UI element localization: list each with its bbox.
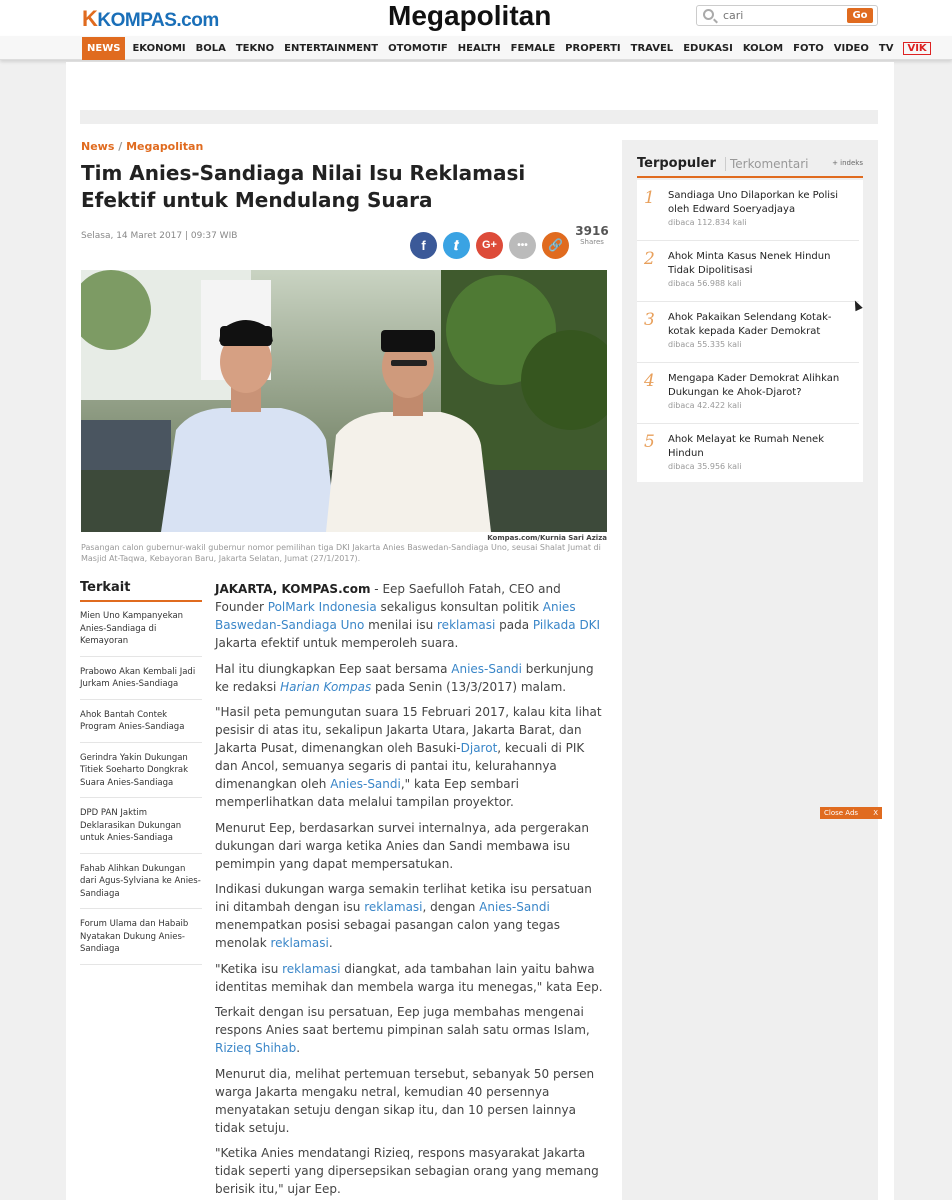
twitter-icon[interactable]: 𝒕 — [443, 232, 470, 259]
breadcrumb-megapolitan[interactable]: Megapolitan — [126, 140, 204, 153]
popular-views: dibaca 56.988 kali — [668, 279, 742, 288]
body-text: "Ketika Anies mendatangi Rizieq, respons masyarakat Jakarta tidak seperti yang dipersepsikan sebagian orang yang memang berisik itu," ujar Eep. — [215, 1146, 599, 1196]
terkait-item[interactable]: Forum Ulama dan Habaib Nyatakan Dukung Anies-Sandiaga — [80, 916, 202, 965]
inline-link[interactable]: Anies-Sandi — [451, 661, 522, 676]
nav-entertainment[interactable]: ENTERTAINMENT — [284, 42, 379, 54]
inline-link[interactable]: Pilkada DKI — [532, 618, 601, 632]
popular-item[interactable] — [637, 180, 859, 241]
popular-title[interactable]: Sandiaga Uno Dilaporkan ke Polisi oleh Edward Soeryadjaya — [668, 190, 838, 215]
photo-anies-sandiaga — [81, 270, 607, 532]
top-header — [0, 0, 952, 36]
tab-terpopuler[interactable]: Terpopuler — [637, 156, 716, 171]
terkait-item[interactable]: Gerindra Yakin Dukungan Titiek Soeharto Dongkrak Suara Anies-Sandiaga — [80, 750, 202, 799]
body-text: - Eep Saefulloh Fatah, CEO and Founder — [215, 582, 561, 614]
search-box — [696, 5, 878, 26]
terkait-item[interactable]: Prabowo Akan Kembali Jadi Jurkam Anies-Sandiaga — [80, 664, 202, 700]
inline-link[interactable]: PolMark Indonesia — [267, 600, 377, 614]
body-text: ," kata Eep sembari memperlihatkan data melalui tampilan proyektor. — [215, 777, 519, 809]
popular-item[interactable] — [637, 424, 859, 485]
body-paragraph — [215, 960, 608, 996]
share-count-label: Shares — [580, 238, 604, 246]
body-text: Menurut dia, melihat pertemuan tersebut, sebanyak 50 persen warga Jakarta mengaku netral, kemudian 40 persennya menyatakan setuju dengan sikap itu, dan 10 persen lainnya tidak setuju. — [215, 1066, 595, 1135]
nav-properti[interactable]: PROPERTI — [565, 42, 621, 54]
nav-bola[interactable]: BOLA — [195, 42, 226, 54]
index-link[interactable]: + indeks — [832, 159, 863, 167]
body-text: "Ketika isu — [215, 961, 283, 976]
search-icon — [703, 9, 714, 20]
inline-link[interactable]: reklamasi — [364, 900, 423, 914]
body-text: Jakarta efektif untuk memperoleh suara. — [215, 636, 459, 650]
search-input[interactable] — [723, 8, 841, 23]
popular-list — [637, 180, 863, 482]
photo-caption: Pasangan calon gubernur-wakil gubernur nomor pemilihan tiga DKI Jakarta Anies Baswedan-Sandiaga Uno, seusai Shalat Jumat di Masjid At-Taqwa, Kebayoran Baru, Jakarta Selatan, Jumat (27/1/2017). — [81, 543, 601, 563]
close-ads-label: Close Ads — [824, 809, 859, 817]
popular-title[interactable]: Ahok Melayat ke Rumah Nenek Hindun — [668, 434, 825, 459]
close-ads-button[interactable] — [820, 807, 882, 819]
popular-item[interactable] — [637, 302, 859, 363]
body-paragraph — [215, 819, 608, 873]
more-icon[interactable]: ••• — [509, 232, 536, 259]
article-dateline: Selasa, 14 Maret 2017 | 09:37 WIB — [81, 231, 238, 241]
google-plus-icon[interactable]: G+ — [476, 232, 503, 259]
popular-item[interactable] — [637, 363, 859, 424]
terkait-item[interactable]: DPD PAN Jaktim Deklarasikan Dukungan untuk Anies-Sandiaga — [80, 805, 202, 854]
nav-health[interactable]: HEALTH — [457, 42, 501, 54]
dateline-source: JAKARTA, KOMPAS.com — [215, 582, 371, 596]
inline-link[interactable]: reklamasi — [437, 618, 496, 632]
link-icon[interactable]: 🔗 — [542, 232, 569, 259]
body-text: "Hasil peta pemungutan suara 15 Februari 2017, kalau kita lihat pesisir di atas itu, sekalipun Jakarta Utara, Jakarta Barat, dan Jakarta Pusat, dimenangkan oleh Basuki- — [215, 705, 602, 755]
popular-rank: 5 — [644, 432, 655, 452]
body-text: Indikasi dukungan warga semakin terlihat ketika isu persatuan ini ditambah dengan isu — [215, 882, 592, 914]
nav-female[interactable]: FEMALE — [510, 42, 556, 54]
article-headline: Tim Anies-Sandiaga Nilai Isu Reklamasi Efektif untuk Mendulang Suara — [81, 161, 526, 212]
article-photo — [81, 270, 607, 532]
inline-link[interactable]: Anies Baswedan-Sandiaga Uno — [215, 600, 576, 632]
popular-views: dibaca 42.422 kali — [668, 401, 742, 410]
body-text: , dengan — [422, 900, 480, 914]
body-paragraph — [215, 703, 608, 811]
body-text: Hal itu diungkapkan Eep saat bersama — [215, 661, 452, 676]
share-buttons — [410, 232, 575, 260]
popular-rank: 1 — [644, 188, 655, 208]
terkait-item[interactable]: Fahab Alihkan Dukungan dari Agus-Sylviana ke Anies-Sandiaga — [80, 861, 202, 910]
site-title[interactable]: Megapolitan — [388, 0, 552, 31]
body-text: sekaligus konsultan politik — [376, 600, 543, 614]
share-count — [575, 224, 609, 246]
body-text: berkunjung ke redaksi — [215, 661, 594, 694]
body-paragraph — [215, 1003, 608, 1057]
body-text: pada — [495, 618, 533, 632]
inline-link[interactable]: reklamasi — [282, 961, 341, 976]
popular-title[interactable]: Ahok Pakaikan Selendang Kotak-kotak kepada Kader Demokrat — [668, 312, 832, 337]
inline-link[interactable]: Rizieq Shihab — [215, 1041, 297, 1055]
popular-rank: 4 — [644, 371, 655, 391]
share-count-value: 3916 — [575, 224, 609, 238]
body-text: pada Senin (13/3/2017) malam. — [371, 679, 567, 694]
search-go-button[interactable]: Go — [847, 8, 873, 23]
body-text: , kecuali di PIK dan Ancol, semuanya segaris di pantai itu, kelurahannya dimenangkan oleh — [215, 741, 585, 791]
body-paragraph — [215, 880, 608, 952]
breadcrumb — [81, 140, 203, 153]
facebook-icon[interactable]: f — [410, 232, 437, 259]
nav-vik[interactable]: VIK — [903, 42, 930, 55]
nav-foto[interactable]: FOTO — [793, 42, 824, 54]
nav-ekonomi[interactable]: EKONOMI — [132, 42, 186, 54]
nav-otomotif[interactable]: OTOMOTIF — [388, 42, 448, 54]
photo-credit: Kompas.com/Kurnia Sari Aziza — [487, 534, 607, 542]
popular-title[interactable]: Mengapa Kader Demokrat Alihkan Dukungan ke Ahok-Djarot? — [668, 373, 840, 398]
inline-link[interactable]: Anies-Sandi — [330, 777, 401, 791]
inline-link[interactable]: reklamasi — [270, 936, 329, 950]
logo-text: KOMPAS.com — [97, 10, 219, 31]
inline-link[interactable]: Harian Kompas — [280, 679, 372, 694]
body-paragraph — [215, 660, 608, 696]
nav-travel[interactable]: TRAVEL — [630, 42, 674, 54]
body-text: diangkat, ada tambahan lain yaitu bahwa identitas memihak dan membela warga itu menegas," kata Eep. — [215, 961, 603, 994]
terkait-item[interactable]: Mien Uno Kampanyekan Anies-Sandiaga di Kemayoran — [80, 608, 202, 657]
nav-news[interactable]: NEWS — [82, 37, 125, 60]
nav-edukasi[interactable]: EDUKASI — [683, 42, 733, 54]
body-paragraph — [215, 580, 608, 652]
breadcrumb-separator: / — [118, 140, 123, 153]
breadcrumb-news[interactable]: News — [81, 140, 115, 153]
nav-tv[interactable]: TV — [878, 42, 894, 54]
body-text: . — [328, 936, 333, 950]
popular-rank: 2 — [644, 249, 655, 269]
close-icon[interactable]: X — [873, 809, 878, 817]
inline-link[interactable]: Anies-Sandi — [479, 900, 550, 914]
popular-title[interactable]: Ahok Minta Kasus Nenek Hindun Tidak Dipolitisasi — [668, 251, 831, 276]
popular-rank: 3 — [644, 310, 655, 330]
nav-video[interactable]: VIDEO — [833, 42, 869, 54]
nav-tekno[interactable]: TEKNO — [235, 42, 275, 54]
tab-terkomentari[interactable]: Terkomentari — [725, 157, 808, 171]
main-nav — [0, 36, 952, 60]
body-text: Menurut Eep, berdasarkan survei internalnya, ada pergerakan dukungan dari warga ketika Anies dan Sandi membawa isu pemimpin yang dapat mempersatukan. — [215, 820, 589, 871]
body-paragraph — [215, 1144, 608, 1198]
body-text: menempatkan posisi sebagai pasangan calon yang tegas menolak — [215, 918, 561, 950]
nav-kolom[interactable]: KOLOM — [742, 42, 784, 54]
terkait-list — [80, 608, 202, 972]
ad-banner-slot — [80, 110, 878, 124]
terkait-item[interactable]: Ahok Bantah Contek Program Anies-Sandiaga — [80, 707, 202, 743]
terkait-heading: Terkait — [80, 580, 202, 602]
popular-item[interactable] — [637, 241, 859, 302]
popular-views: dibaca 55.335 kali — [668, 340, 742, 349]
article-body — [215, 580, 608, 1200]
body-text: Terkait dengan isu persatuan, Eep juga membahas mengenai respons Anies saat bertemu pimpinan salah satu ormas Islam, — [215, 1005, 590, 1037]
body-text: menilai isu — [364, 618, 438, 632]
body-text: . — [296, 1041, 301, 1055]
popular-views: dibaca 112.834 kali — [668, 218, 747, 227]
logo-mark: K — [82, 6, 98, 31]
inline-link[interactable]: Djarot — [460, 741, 498, 755]
popular-views: dibaca 35.956 kali — [668, 462, 742, 471]
kompas-logo[interactable] — [82, 6, 219, 32]
body-paragraph — [215, 1065, 608, 1137]
popular-tabs — [637, 156, 863, 178]
